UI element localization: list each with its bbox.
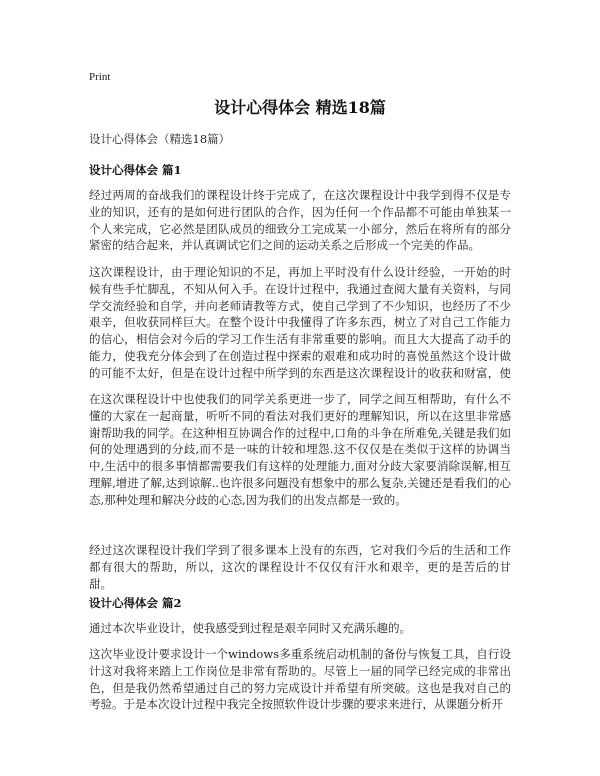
section-1-paragraph-2: 这次课程设计，由于理论知识的不足，再加上平时没有什么设计经验，一开始的时候有些手忙脚乱，不知从何入手。在设计过程中，我通过查阅大量有关资料，与同学交流经验和自学，并向老师请教等方式，使自己学到了不少知识，也经历了不少艰辛，但收获同样巨大。在整个设计中我懂得了许多东西，树立了对自己工作能力的信心，相信会对今后的学习工作生活有非常重要的影响。而且大大提高了动手的能力，使我充分体会到了在创造过程中探索的艰难和成功时的喜悦虽然这个设计做的可能不太好，但是在设计过程中所学到的东西是这次课程设计的收获和财富，使 <box>89 265 511 380</box>
section-heading-1: 设计心得体会 篇1 <box>89 163 182 177</box>
document-subtitle: 设计心得体会（精选18篇） <box>89 132 231 146</box>
document-title: 设计心得体会 精选18篇 <box>214 98 386 117</box>
section-2-paragraph-1: 通过本次毕业设计，使我感受到过程是艰辛同时又充满乐趣的。 <box>89 621 411 635</box>
section-1-paragraph-1: 经过两周的奋战我们的课程设计终于完成了，在这次课程设计中我学到得不仅是专业的知识，还有的是如何进行团队的合作，因为任何一个作品都不可能由单独某一个人来完成，它必然是团队成员的细致分工完成某一小部分，然后在将所有的部分紧密的结合起来，并认真调试它们之间的运动关系之后形成一个完美的作品。 <box>89 188 511 253</box>
section-1-paragraph-3: 在这次课程设计中也使我们的同学关系更进一步了，同学之间互相帮助，有什么不懂的大家在一起商量，听听不同的看法对我们更好的理解知识，所以在这里非常感谢帮助我的同学。在这种相互协调合作的过程中,口角的斗争在所难免,关键是我们如何的处理遇到的分歧,而不是一味的计较和埋怨.这不仅仅是在类似于这样的协调当中,生活中的很多事情都需要我们有这样的处理能力,面对分歧大家要消除误解,相互理解,增进了解,达到谅解..也许很多问题没有想象中的那么复杂,关键还是看我们的心态,那种处理和解决分歧的心态,因为我们的出发点都是一致的。 <box>89 392 511 507</box>
section-2-paragraph-2: 这次毕业设计要求设计一个windows多重系统启动机制的备份与恢复工具，自行设计这对我将来踏上工作岗位是非常有帮助的。尽管上一届的同学已经完成的非常出色，但是我仍然希望通过自己的努力完成设计并希望有所突破。这也是我对自己的考验。于是本次设计过程中我完全按照软件设计步骤的要求来进行，从课题分析开 <box>89 647 511 712</box>
section-1-paragraph-4: 经过这次课程设计我们学到了很多课本上没有的东西，它对我们今后的生活和工作都有很大的帮助，所以，这次的课程设计不仅仅有汗水和艰辛，更的是苦后的甘甜。 <box>89 543 511 591</box>
section-heading-2: 设计心得体会 篇2 <box>89 596 182 610</box>
print-link[interactable]: Print <box>89 71 111 83</box>
